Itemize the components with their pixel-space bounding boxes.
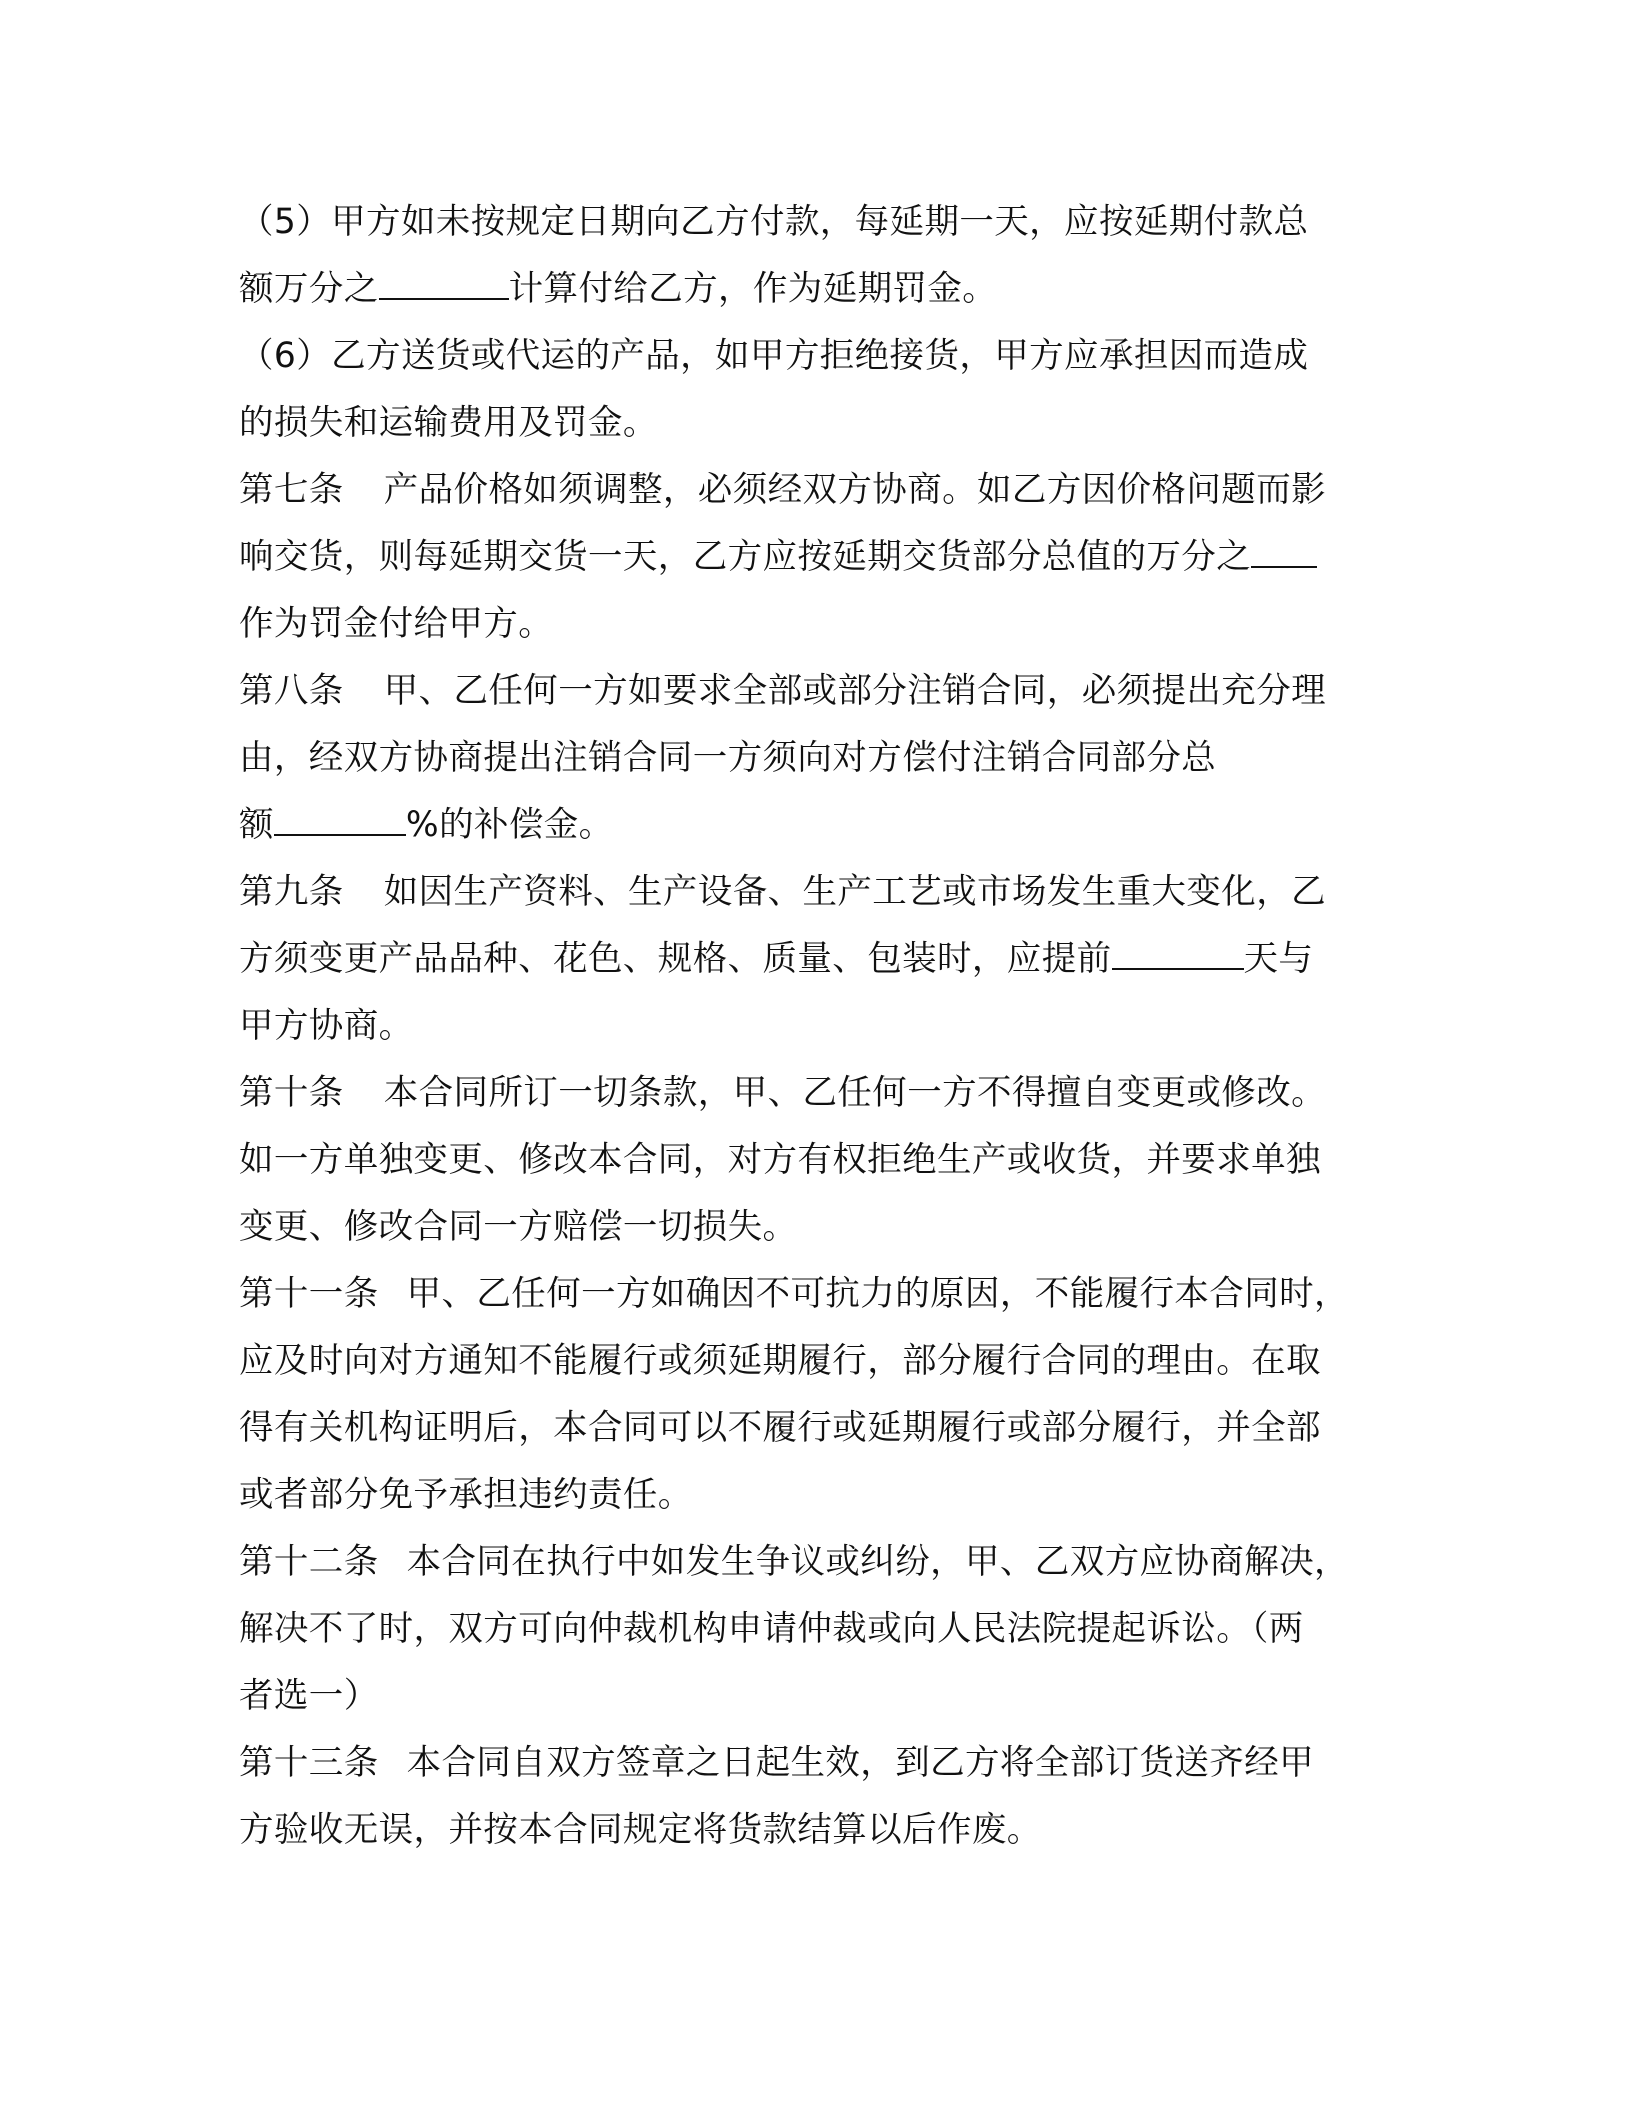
fill-in-blank-penalty-rate[interactable]: [379, 258, 509, 300]
article-13-label: 第十三条: [239, 1743, 379, 1783]
article-8-line-1: [239, 658, 1379, 725]
article-7-line-3: 作为罚金付给甲方。: [239, 604, 554, 644]
article-10-text-1: 本合同所订一切条款，甲、乙任何一方不得擅自变更或修改。: [383, 1073, 1326, 1113]
article-7-line-1: [239, 457, 1379, 524]
article-7-text-2: 响交货，则每延期交货一天，乙方应按延期交货部分总值的万分之: [239, 537, 1252, 577]
article-10-line-1: [239, 1060, 1379, 1127]
article-10-label: 第十条: [239, 1073, 344, 1113]
article-8-text-after-blank: %的补偿金。: [405, 805, 614, 845]
article-9-text-before-blank: 方须变更产品品种、花色、规格、质量、包装时，应提前: [239, 939, 1112, 979]
article-11-text-1: 甲、乙任何一方如确因不可抗力的原因，不能履行本合同时，: [406, 1274, 1349, 1314]
fill-in-blank-delivery-penalty[interactable]: [1251, 526, 1317, 568]
article-12-line-2: 解决不了时，双方可向仲裁机构申请仲裁或向人民法院提起诉讼。（两: [239, 1609, 1304, 1649]
article-11-line-3: 得有关机构证明后，本合同可以不履行或延期履行或部分履行，并全部: [239, 1408, 1321, 1448]
article-13-line-2: 方验收无误，并按本合同规定将货款结算以后作废。: [239, 1810, 1042, 1850]
clause-6-line-2: 的损失和运输费用及罚金。: [239, 403, 658, 443]
article-11: [239, 1261, 1379, 1529]
article-12-text-1: 本合同在执行中如发生争议或纠纷，甲、乙双方应协商解决，: [406, 1542, 1349, 1582]
article-10-line-2: 如一方单独变更、修改本合同，对方有权拒绝生产或收货，并要求单独: [239, 1140, 1321, 1180]
fill-in-blank-compensation-percent[interactable]: [274, 794, 406, 836]
article-8-line-3: [239, 792, 1379, 859]
article-7-label: 第七条: [239, 470, 344, 510]
article-9-line-3: 甲方协商。: [239, 1006, 414, 1046]
article-8-text-1: 甲、乙任何一方如要求全部或部分注销合同，必须提出充分理: [383, 671, 1326, 711]
article-8-line-2: 由，经双方协商提出注销合同一方须向对方偿付注销合同部分总: [239, 738, 1217, 778]
article-12-line-3: 者选一）: [239, 1676, 379, 1716]
article-9-text-after-blank: 天与: [1243, 939, 1314, 979]
article-13: [239, 1730, 1379, 1864]
article-7: [239, 457, 1379, 658]
clause-5-line-2: [239, 256, 1379, 323]
article-13-line-1: [239, 1730, 1379, 1797]
article-10: [239, 1060, 1379, 1261]
document-body: [239, 189, 1379, 1864]
article-7-text-1: 产品价格如须调整，必须经双方协商。如乙方因价格问题而影: [383, 470, 1326, 510]
clause-5-text-after-blank: 计算付给乙方，作为延期罚金。: [508, 269, 998, 309]
article-8-text-before-blank: 额: [239, 805, 274, 845]
article-8-label: 第八条: [239, 671, 344, 711]
clause-5: [239, 189, 1379, 323]
article-10-line-3: 变更、修改合同一方赔偿一切损失。: [239, 1207, 798, 1247]
article-9-text-1: 如因生产资料、生产设备、生产工艺或市场发生重大变化，乙: [383, 872, 1326, 912]
clause-6-line-1: （6）乙方送货或代运的产品，如甲方拒绝接货，甲方应承担因而造成: [239, 336, 1309, 376]
clause-6: [239, 323, 1379, 457]
article-7-line-2: [239, 524, 1379, 591]
fill-in-blank-notice-days[interactable]: [1112, 928, 1244, 970]
article-11-label: 第十一条: [239, 1274, 379, 1314]
clause-5-line-1: （5）甲方如未按规定日期向乙方付款，每延期一天，应按延期付款总: [239, 202, 1309, 242]
article-9-line-1: [239, 859, 1379, 926]
article-11-line-1: [239, 1261, 1379, 1328]
article-11-line-4: 或者部分免予承担违约责任。: [239, 1475, 693, 1515]
article-12-label: 第十二条: [239, 1542, 379, 1582]
article-9-label: 第九条: [239, 872, 344, 912]
article-8: [239, 658, 1379, 859]
article-13-text-1: 本合同自双方签章之日起生效，到乙方将全部订货送齐经甲: [406, 1743, 1315, 1783]
clause-5-text-before-blank: 额万分之: [239, 269, 379, 309]
article-12-line-1: [239, 1529, 1379, 1596]
article-12: [239, 1529, 1379, 1730]
article-9-line-2: [239, 926, 1379, 993]
article-11-line-2: 应及时向对方通知不能履行或须延期履行，部分履行合同的理由。在取: [239, 1341, 1321, 1381]
article-9: [239, 859, 1379, 1060]
